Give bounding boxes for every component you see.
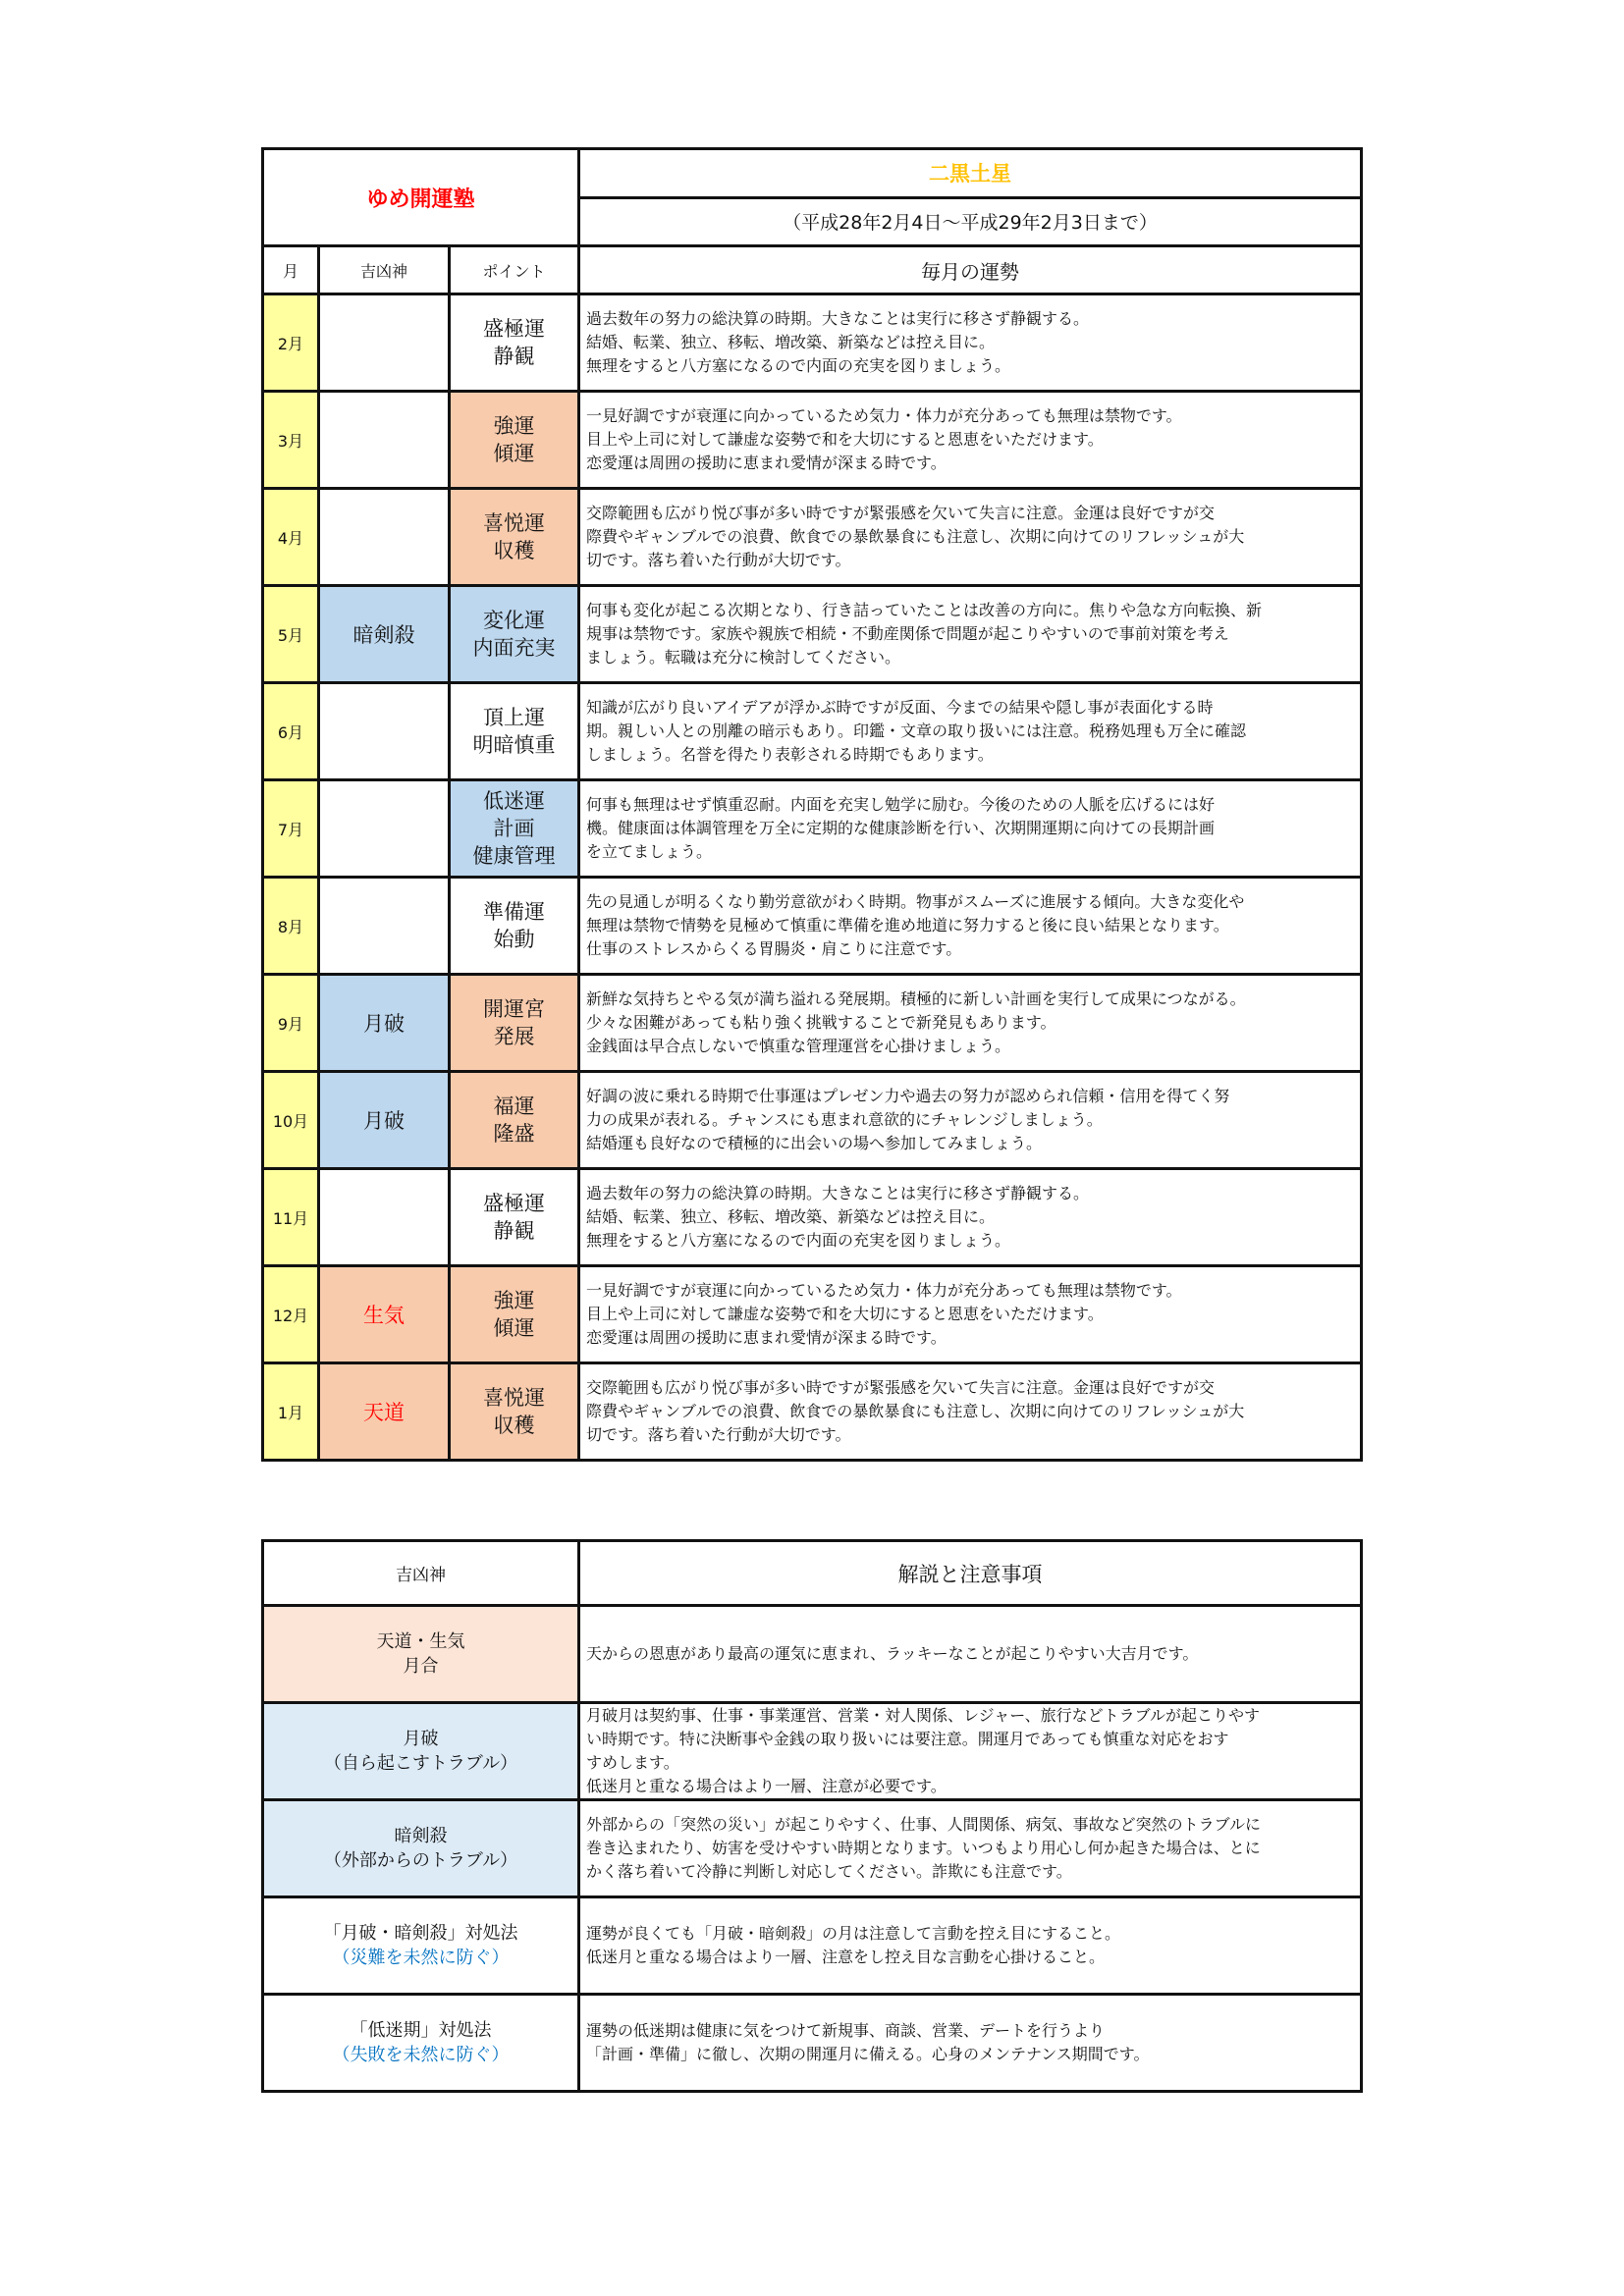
explanation-line: 低迷月と重なる場合はより一層、注意をし控え目な言動を心掛けること。: [586, 1948, 1106, 1966]
explanation-line: 巻き込まれたり、妨害を受けやすい時期となります。いつもより用心し何か起きた場合は、とに: [586, 1839, 1261, 1857]
deity-cell: [319, 1169, 450, 1266]
description-line: 少々な困難があっても粘り強く挑戦することで新発見もあります。: [586, 1013, 1056, 1032]
fortune-description: [579, 294, 1362, 392]
description-line: 過去数年の努力の総決算の時期。大きなことは実行に移さず静観する。: [586, 1184, 1090, 1202]
deity-cell: 月破: [319, 1072, 450, 1169]
deity-cell: 月破: [319, 975, 450, 1072]
point-cell: [450, 1169, 579, 1266]
month-row: [263, 1266, 1362, 1363]
month-rows: [263, 294, 1362, 1461]
description-line: 交際範囲も広がり悦び事が多い時ですが緊張感を欠いて失言に注意。金運は良好ですが交: [586, 1378, 1216, 1397]
fortune-description: [579, 1363, 1362, 1461]
point-line: 変化運: [483, 609, 545, 632]
deity-cell: [319, 683, 450, 780]
description-line: を立てましょう。: [586, 842, 713, 861]
legend-name-line: 月破: [403, 1729, 439, 1749]
explanation-line: かく落ち着いて冷静に判断し対応してください。詐欺にも注意です。: [586, 1862, 1072, 1881]
fortune-description: [579, 489, 1362, 586]
legend-explanation: [579, 1606, 1362, 1703]
legend-row: [263, 1897, 1362, 1995]
description-line: 力の成果が表れる。チャンスにも恵まれ意欲的にチャレンジしましょう。: [586, 1110, 1103, 1129]
description-line: 期。親しい人との別離の暗示もあり。印鑑・文章の取り扱いには注意。税務処理も万全に確認: [586, 721, 1247, 740]
description-line: 一見好調ですが衰運に向かっているため気力・体力が充分あっても無理は禁物です。: [586, 1281, 1182, 1300]
fortune-description: [579, 586, 1362, 683]
description-line: 恋愛運は周囲の援助に恵まれ愛情が深まる時です。: [586, 454, 947, 472]
point-line: 福運: [493, 1095, 535, 1118]
deity-cell: [319, 489, 450, 586]
explanation-line: 運勢が良くても「月破・暗剣殺」の月は注意して言動を控え目にすること。: [586, 1924, 1121, 1943]
explanation-line: 天からの恩恵があり最高の運気に恵まれ、ラッキーなことが起こりやすい大吉月です。: [586, 1644, 1199, 1663]
description-line: 無理は禁物で情勢を見極めて慎重に準備を進め地道に努力すると後に良い結果となります。: [586, 916, 1229, 934]
description-line: 一見好調ですが衰運に向かっているため気力・体力が充分あっても無理は禁物です。: [586, 406, 1182, 425]
point-line: 傾運: [493, 442, 535, 465]
description-line: 恋愛運は周囲の援助に恵まれ愛情が深まる時です。: [586, 1328, 947, 1347]
fortune-description: [579, 975, 1362, 1072]
deity-cell: [319, 878, 450, 975]
point-line: 計画: [493, 817, 535, 840]
month-cell: 7月: [263, 780, 319, 878]
month-cell: 11月: [263, 1169, 319, 1266]
month-cell: 5月: [263, 586, 319, 683]
month-cell: 1月: [263, 1363, 319, 1461]
point-cell: [450, 780, 579, 878]
deity-cell: [319, 294, 450, 392]
fortune-description: [579, 683, 1362, 780]
point-line: 始動: [493, 928, 535, 951]
legend-row: [263, 1606, 1362, 1703]
point-line: 発展: [493, 1025, 535, 1048]
point-cell: [450, 392, 579, 489]
fortune-description: [579, 1169, 1362, 1266]
point-cell: [450, 489, 579, 586]
monthly-fortune-table: [261, 147, 1363, 1462]
deity-cell: [319, 780, 450, 878]
point-line: 準備運: [483, 900, 545, 924]
month-row: [263, 1363, 1362, 1461]
explanation-line: 月破月は契約事、仕事・事業運営、営業・対人関係、レジャー、旅行などトラブルが起こりやす: [586, 1706, 1261, 1725]
month-cell: 3月: [263, 392, 319, 489]
deity-cell: 生気: [319, 1266, 450, 1363]
month-cell: 4月: [263, 489, 319, 586]
description-line: 結婚運も良好なので積極的に出会いの場へ参加してみましょう。: [586, 1134, 1043, 1152]
point-line: 開運宮: [483, 997, 545, 1021]
legend-deity-name: [263, 1995, 579, 2092]
description-line: 先の見通しが明るくなり勤労意欲がわく時期。物事がスムーズに進展する傾向。大きな変化や: [586, 892, 1245, 911]
legend-deity-name: [263, 1606, 579, 1703]
point-line: 内面充実: [472, 636, 556, 660]
month-cell: 2月: [263, 294, 319, 392]
legend-rows: [263, 1606, 1362, 2092]
description-line: ましょう。転職は充分に検討してください。: [586, 648, 901, 667]
point-line: 盛極運: [483, 317, 545, 341]
month-row: [263, 489, 1362, 586]
month-cell: 9月: [263, 975, 319, 1072]
month-row: [263, 586, 1362, 683]
explanation-line: 外部からの「突然の災い」が起こりやすく、仕事、人間関係、病気、事故など突然のトラブルに: [586, 1815, 1262, 1834]
legend-deity-name: [263, 1703, 579, 1800]
explanation-line: 「計画・準備」に徹し、次期の開運月に備える。心身のメンテナンス期間です。: [586, 2045, 1150, 2063]
legend-explanation: [579, 1800, 1362, 1897]
point-line: 収穫: [493, 1414, 535, 1437]
point-cell: [450, 1266, 579, 1363]
legend-row: [263, 1995, 1362, 2092]
point-cell: [450, 1072, 579, 1169]
month-cell: 10月: [263, 1072, 319, 1169]
brand-title: ゆめ開運塾: [263, 149, 579, 246]
description-line: 交際範囲も広がり悦び事が多い時ですが緊張感を欠いて失言に注意。金運は良好ですが交: [586, 504, 1216, 522]
explanation-line: い時期です。特に決断事や金銭の取り扱いには要注意。開運月であっても慎重な対応をおす: [586, 1730, 1229, 1748]
legend-name-subtitle: （外部からのトラブル）: [323, 1850, 518, 1871]
description-line: 好調の波に乗れる時期で仕事運はプレゼン力や過去の努力が認められ信頼・信用を得てく努: [586, 1087, 1230, 1105]
point-line: 明暗慎重: [472, 733, 556, 757]
point-line: 健康管理: [472, 844, 556, 868]
legend-row: [263, 1703, 1362, 1800]
column-header-month: 月: [263, 246, 319, 294]
explanation-line: 運勢の低迷期は健康に気をつけて新規事、商談、営業、デートを行うより: [586, 2021, 1106, 2040]
point-line: 頂上運: [483, 706, 545, 729]
point-line: 静観: [493, 345, 535, 368]
point-cell: [450, 1363, 579, 1461]
point-line: 盛極運: [483, 1192, 545, 1215]
legend-explanation: [579, 1995, 1362, 2092]
month-row: [263, 878, 1362, 975]
description-line: 知識が広がり良いアイデアが浮かぶ時ですが反面、今までの結果や隠し事が表面化する時: [586, 698, 1214, 717]
month-row: [263, 780, 1362, 878]
description-line: 無理をすると八方塞になるので内面の充実を図りましょう。: [586, 356, 1011, 375]
description-line: 目上や上司に対して謙虚な姿勢で和を大切にすると恩恵をいただけます。: [586, 430, 1104, 449]
description-line: 切です。落ち着いた行動が大切です。: [586, 1425, 851, 1444]
description-line: 新鮮な気持ちとやる気が満ち溢れる発展期。積極的に新しい計画を実行して成果につながる。: [586, 989, 1246, 1008]
column-header-point: ポイント: [450, 246, 579, 294]
star-title: 二黒土星: [579, 149, 1362, 198]
fortune-description: [579, 1072, 1362, 1169]
explanation-line: すめします。: [586, 1753, 679, 1772]
month-row: [263, 294, 1362, 392]
legend-header-explanation: 解説と注意事項: [579, 1541, 1362, 1606]
fortune-description: [579, 392, 1362, 489]
legend-name-subtitle: （災難を未然に防ぐ）: [332, 1948, 510, 1968]
description-line: 切です。落ち着いた行動が大切です。: [586, 551, 851, 569]
legend-name-line: 天道・生気: [376, 1631, 465, 1652]
description-line: 過去数年の努力の総決算の時期。大きなことは実行に移さず静観する。: [586, 309, 1090, 328]
description-line: 規事は禁物です。家族や親族で相続・不動産関係で問題が起こりやすいので事前対策を考え: [586, 624, 1229, 643]
point-line: 傾運: [493, 1316, 535, 1340]
month-cell: 6月: [263, 683, 319, 780]
point-line: 喜悦運: [483, 1386, 545, 1410]
legend-name-subtitle: （自ら起こすトラブル）: [323, 1753, 518, 1774]
point-cell: [450, 586, 579, 683]
fortune-description: [579, 1266, 1362, 1363]
description-line: 機。健康面は体調管理を万全に定期的な健康診断を行い、次期開運期に向けての長期計画: [586, 819, 1216, 837]
month-row: [263, 975, 1362, 1072]
month-row: [263, 1169, 1362, 1266]
description-line: 何事も変化が起こる次期となり、行き詰っていたことは改善の方向に。焦りや急な方向転換、新: [586, 601, 1263, 619]
fortune-description: [579, 780, 1362, 878]
point-line: 隆盛: [493, 1122, 535, 1146]
description-line: 金銭面は早合点しないで慎重な管理運営を心掛けましょう。: [586, 1037, 1011, 1055]
description-line: 際費やギャンブルでの浪費、飲食での暴飲暴食にも注意し、次期に向けてのリフレッシュが大: [586, 1402, 1245, 1420]
column-header-fortune: 毎月の運勢: [579, 246, 1362, 294]
point-cell: [450, 878, 579, 975]
legend-deity-name: [263, 1897, 579, 1995]
month-row: [263, 683, 1362, 780]
description-line: 仕事のストレスからくる胃腸炎・肩こりに注意です。: [586, 939, 962, 958]
period-text: （平成28年2月4日～平成29年2月3日まで）: [579, 197, 1362, 246]
explanation-line: 低迷月と重なる場合はより一層、注意が必要です。: [586, 1777, 947, 1795]
point-line: 強運: [493, 1289, 535, 1312]
point-line: 喜悦運: [483, 511, 545, 535]
legend-name-subtitle: （失敗を未然に防ぐ）: [332, 2045, 510, 2065]
legend-name-line: 「低迷期」対処法: [350, 2020, 492, 2041]
description-line: 結婚、転業、独立、移転、増改築、新築などは控え目に。: [586, 1207, 996, 1226]
fortune-description: [579, 878, 1362, 975]
legend-row: [263, 1800, 1362, 1897]
legend-name-line: 「月破・暗剣殺」対処法: [323, 1923, 518, 1944]
description-line: 結婚、転業、独立、移転、増改築、新築などは控え目に。: [586, 333, 996, 351]
legend-deity-name: [263, 1800, 579, 1897]
deity-cell: 暗剣殺: [319, 586, 450, 683]
month-row: [263, 1072, 1362, 1169]
legend-table: [261, 1539, 1363, 2093]
legend-header-deity: 吉凶神: [263, 1541, 579, 1606]
point-line: 収穫: [493, 539, 535, 562]
legend-explanation: [579, 1703, 1362, 1800]
month-row: [263, 392, 1362, 489]
point-cell: [450, 975, 579, 1072]
legend-explanation: [579, 1897, 1362, 1995]
month-cell: 8月: [263, 878, 319, 975]
legend-name-line: 月合: [403, 1656, 439, 1677]
point-cell: [450, 683, 579, 780]
description-line: 際費やギャンブルでの浪費、飲食での暴飲暴食にも注意し、次期に向けてのリフレッシュが大: [586, 527, 1245, 546]
deity-cell: 天道: [319, 1363, 450, 1461]
description-line: 無理をすると八方塞になるので内面の充実を図りましょう。: [586, 1231, 1011, 1250]
legend-name-line: 暗剣殺: [394, 1826, 448, 1846]
point-line: 静観: [493, 1219, 535, 1243]
description-line: しましょう。名誉を得たり表彰される時期でもあります。: [586, 745, 994, 764]
description-line: 目上や上司に対して謙虚な姿勢で和を大切にすると恩恵をいただけます。: [586, 1305, 1104, 1323]
point-line: 低迷運: [483, 789, 545, 813]
point-line: 強運: [493, 414, 535, 438]
column-header-deity: 吉凶神: [319, 246, 450, 294]
point-cell: [450, 294, 579, 392]
month-cell: 12月: [263, 1266, 319, 1363]
description-line: 何事も無理はせず慎重忍耐。内面を充実し勉学に励む。今後のための人脈を広げるには好: [586, 795, 1216, 814]
deity-cell: [319, 392, 450, 489]
